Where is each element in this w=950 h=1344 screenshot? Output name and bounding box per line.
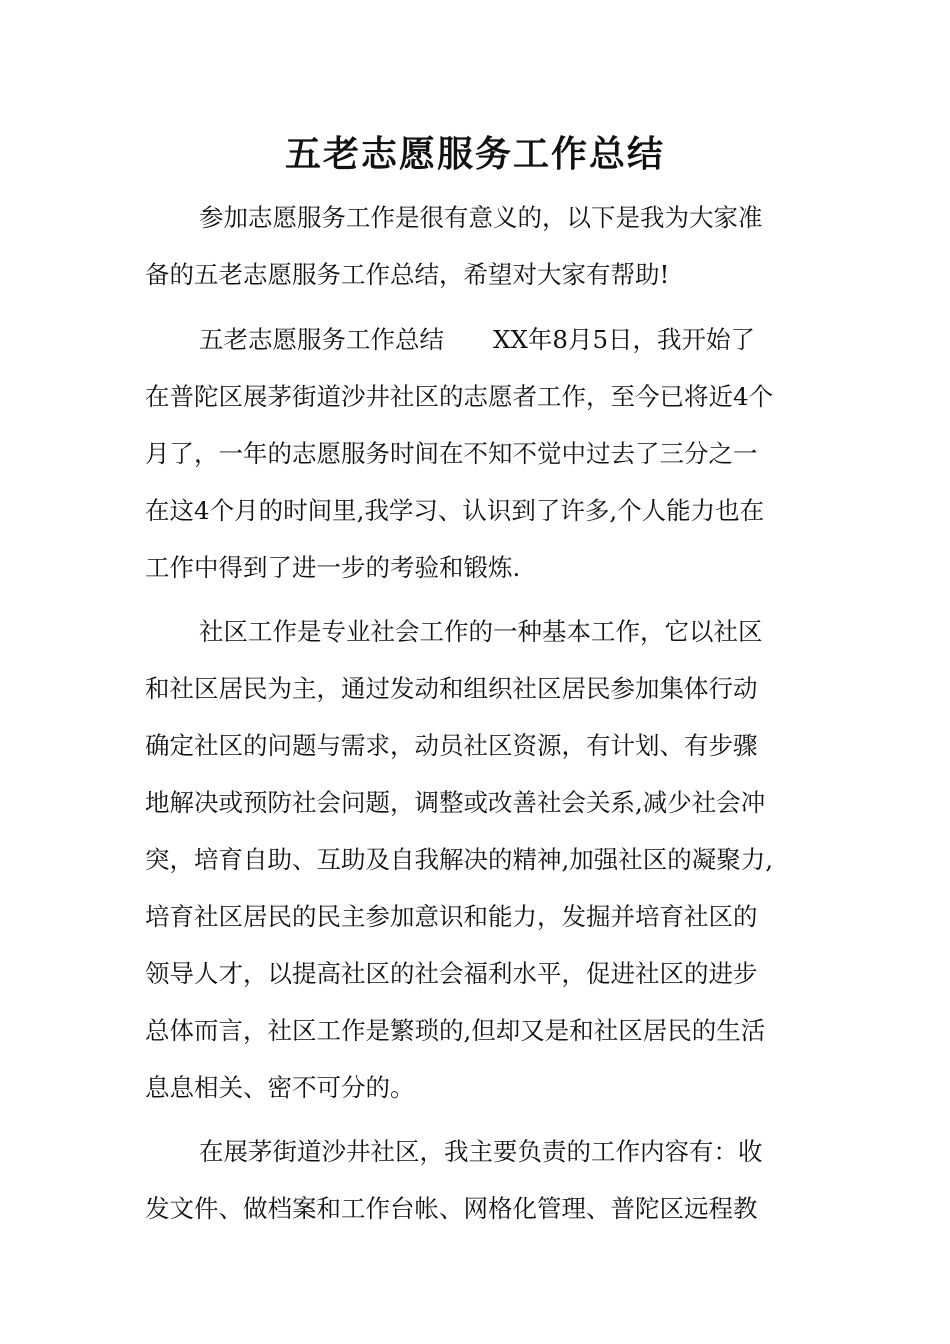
paragraph-line: 五老志愿服务工作总结 XX年8月5日，我开始了 xyxy=(199,325,756,354)
paragraph-line: 培育社区居民的民主参加意识和能力，发掘并培育社区的 xyxy=(145,902,758,931)
paragraph-line: 社区工作是专业社会工作的一种基本工作，它以社区 xyxy=(199,617,763,646)
paragraph-line: 在普陀区展茅街道沙井社区的志愿者工作，至今已将近4个 xyxy=(145,382,774,411)
paragraph-line: 领导人才，以提高社区的社会福利水平，促进社区的进步 xyxy=(145,959,758,988)
paragraph-line: 参加志愿服务工作是很有意义的，以下是我为大家准 xyxy=(199,203,763,232)
paragraph-line: 息息相关、密不可分的。 xyxy=(145,1073,415,1102)
paragraph-line: 确定社区的问题与需求，动员社区资源，有计划、有步骤 xyxy=(145,731,758,760)
document-title: 五老志愿服务工作总结 xyxy=(284,133,665,175)
paragraph-line: 在这4个月的时间里,我学习、认识到了许多,个人能力也在 xyxy=(145,496,765,525)
paragraph-line: 备的五老志愿服务工作总结，希望对大家有帮助! xyxy=(145,260,670,289)
paragraph-line: 月了，一年的志愿服务时间在不知不觉中过去了三分之一 xyxy=(145,439,758,468)
paragraph-line: 发文件、做档案和工作台帐、网格化管理、普陀区远程教 xyxy=(145,1194,758,1223)
paragraph-line: 在展茅街道沙井社区，我主要负责的工作内容有：收 xyxy=(199,1137,763,1166)
paragraph-line: 总体而言，社区工作是繁琐的,但却又是和社区居民的生活 xyxy=(145,1016,766,1045)
paragraph-line: 工作中得到了进一步的考验和锻炼. xyxy=(145,553,521,582)
paragraph-line: 地解决或预防社会问题，调整或改善社会关系,减少社会冲 xyxy=(145,788,766,817)
paragraph-line: 和社区居民为主，通过发动和组织社区居民参加集体行动 xyxy=(145,674,758,703)
paragraph-line: 突，培育自助、互助及自我解决的精神,加强社区的凝聚力, xyxy=(145,845,774,874)
